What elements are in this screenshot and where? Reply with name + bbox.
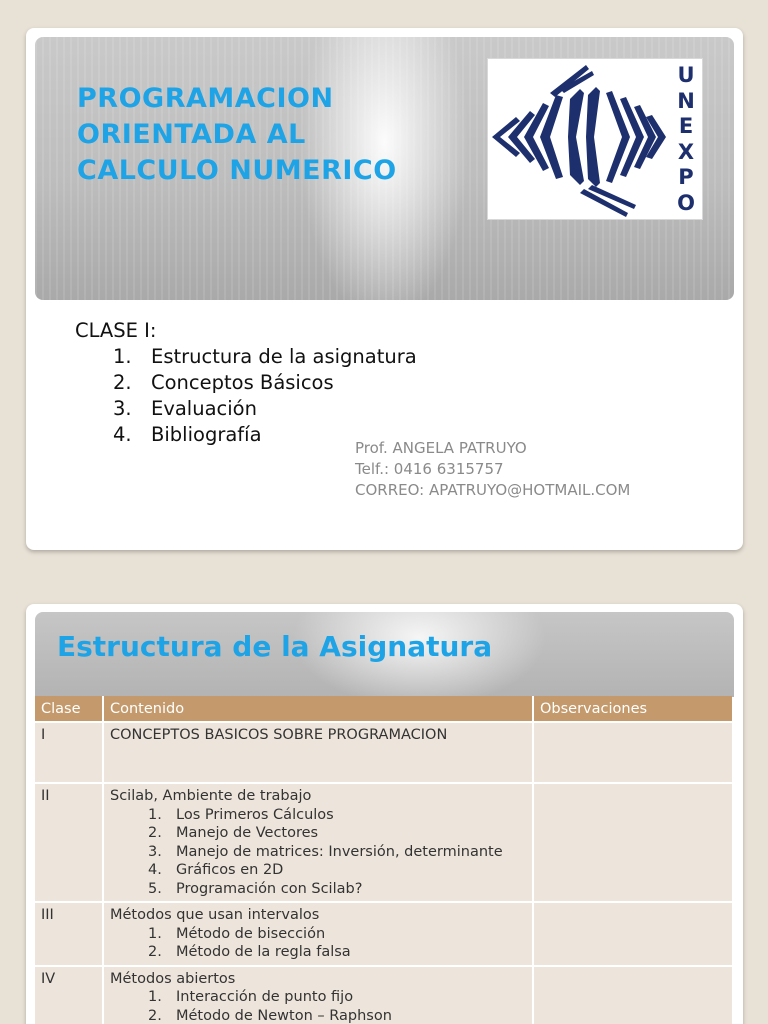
item-label: Método de bisección xyxy=(176,925,326,942)
structure-banner xyxy=(35,612,734,697)
item-number: 5. xyxy=(148,880,162,897)
item-number: 3. xyxy=(148,843,162,860)
course-table xyxy=(35,696,732,1024)
item-number: 4. xyxy=(148,862,162,878)
item-number: 1. xyxy=(148,925,162,942)
cell-observaciones xyxy=(533,783,732,902)
item-label: Programación con Scilab? xyxy=(176,880,363,897)
item-label: Método de Newton – Raphson xyxy=(176,1007,392,1024)
clase-outline xyxy=(75,318,417,448)
item-label: Manejo de Vectores xyxy=(176,825,319,841)
cell-clase: III xyxy=(35,902,103,966)
title-banner xyxy=(35,37,734,300)
header-clase: Clase xyxy=(35,696,103,722)
course-title-line-1: PROGRAMACION xyxy=(77,83,334,114)
item-label: Los Primeros Cálculos xyxy=(176,806,334,823)
header-observaciones: Observaciones xyxy=(533,696,732,722)
logo-letter: E xyxy=(678,114,694,138)
table-row xyxy=(35,722,732,783)
list-item xyxy=(148,824,526,843)
table-row xyxy=(35,902,732,966)
professor-contact xyxy=(355,438,630,501)
logo-letter: P xyxy=(678,165,694,189)
course-title-line-2: ORIENTADA AL xyxy=(77,119,306,150)
list-item xyxy=(148,1007,526,1024)
item-label: Manejo de matrices: Inversión, determinante xyxy=(176,843,503,860)
structure-slide xyxy=(26,604,743,1024)
item-label: Gráficos en 2D xyxy=(176,862,284,878)
unexpo-logo xyxy=(487,58,703,220)
header-contenido: Contenido xyxy=(103,696,533,722)
sub-list xyxy=(148,988,526,1024)
cell-clase: II xyxy=(35,783,103,902)
title-slide xyxy=(26,28,743,550)
professor-phone: Telf.: 0416 6315757 xyxy=(355,460,504,478)
contenido-text: Métodos que usan intervalos xyxy=(110,907,320,923)
professor-name: Prof. ANGELA PATRUYO xyxy=(355,439,527,457)
list-item xyxy=(148,880,526,899)
contenido-text: Métodos abiertos xyxy=(110,970,236,987)
logo-letter: U xyxy=(677,63,695,87)
clase-item xyxy=(113,396,417,422)
item-number: 1. xyxy=(113,345,132,368)
cell-contenido xyxy=(103,966,533,1024)
professor-email: CORREO: APATRUYO@HOTMAIL.COM xyxy=(355,481,631,499)
item-label: Interacción de punto fijo xyxy=(176,989,354,1005)
contenido-text: Scilab, Ambiente de trabajo xyxy=(110,788,312,804)
cell-clase: I xyxy=(35,722,103,783)
unexpo-letters xyxy=(676,63,696,216)
cell-observaciones xyxy=(533,722,732,783)
cell-contenido xyxy=(103,722,533,783)
item-label: Evaluación xyxy=(151,397,257,420)
item-number: 2. xyxy=(148,825,162,841)
logo-letter: X xyxy=(677,139,695,164)
logo-letter: N xyxy=(677,88,695,113)
table-row xyxy=(35,966,732,1024)
list-item xyxy=(148,806,526,825)
list-item xyxy=(148,943,526,962)
table-row xyxy=(35,783,732,902)
unexpo-emblem-icon xyxy=(488,59,704,221)
sub-list xyxy=(148,806,526,899)
list-item xyxy=(148,925,526,944)
item-number: 1. xyxy=(148,806,162,823)
cell-contenido xyxy=(103,783,533,902)
item-label: Bibliografía xyxy=(151,423,262,446)
logo-letter: O xyxy=(677,190,695,215)
clase-item xyxy=(113,344,417,370)
item-label: Estructura de la asignatura xyxy=(151,345,417,368)
item-label: Conceptos Básicos xyxy=(151,371,334,394)
clase-items xyxy=(113,344,417,448)
list-item xyxy=(148,861,526,880)
course-title-line-3: CALCULO NUMERICO xyxy=(77,155,397,186)
item-number: 2. xyxy=(113,371,132,394)
contenido-text: CONCEPTOS BASICOS SOBRE PROGRAMACION xyxy=(110,727,448,743)
item-number: 2. xyxy=(148,944,162,960)
structure-title: Estructura de la Asignatura xyxy=(57,630,493,663)
list-item xyxy=(148,843,526,862)
table-header-row xyxy=(35,696,732,722)
clase-item xyxy=(113,370,417,396)
item-number: 3. xyxy=(113,397,132,420)
cell-observaciones xyxy=(533,902,732,966)
sub-list xyxy=(148,925,526,962)
list-item xyxy=(148,988,526,1007)
clase-heading: CLASE I: xyxy=(75,319,157,342)
item-number: 2. xyxy=(148,1007,162,1024)
item-number: 4. xyxy=(113,423,132,446)
cell-observaciones xyxy=(533,966,732,1024)
item-number: 1. xyxy=(148,989,162,1005)
item-label: Método de la regla falsa xyxy=(176,944,351,960)
cell-contenido xyxy=(103,902,533,966)
cell-clase: IV xyxy=(35,966,103,1024)
course-title xyxy=(77,81,397,189)
